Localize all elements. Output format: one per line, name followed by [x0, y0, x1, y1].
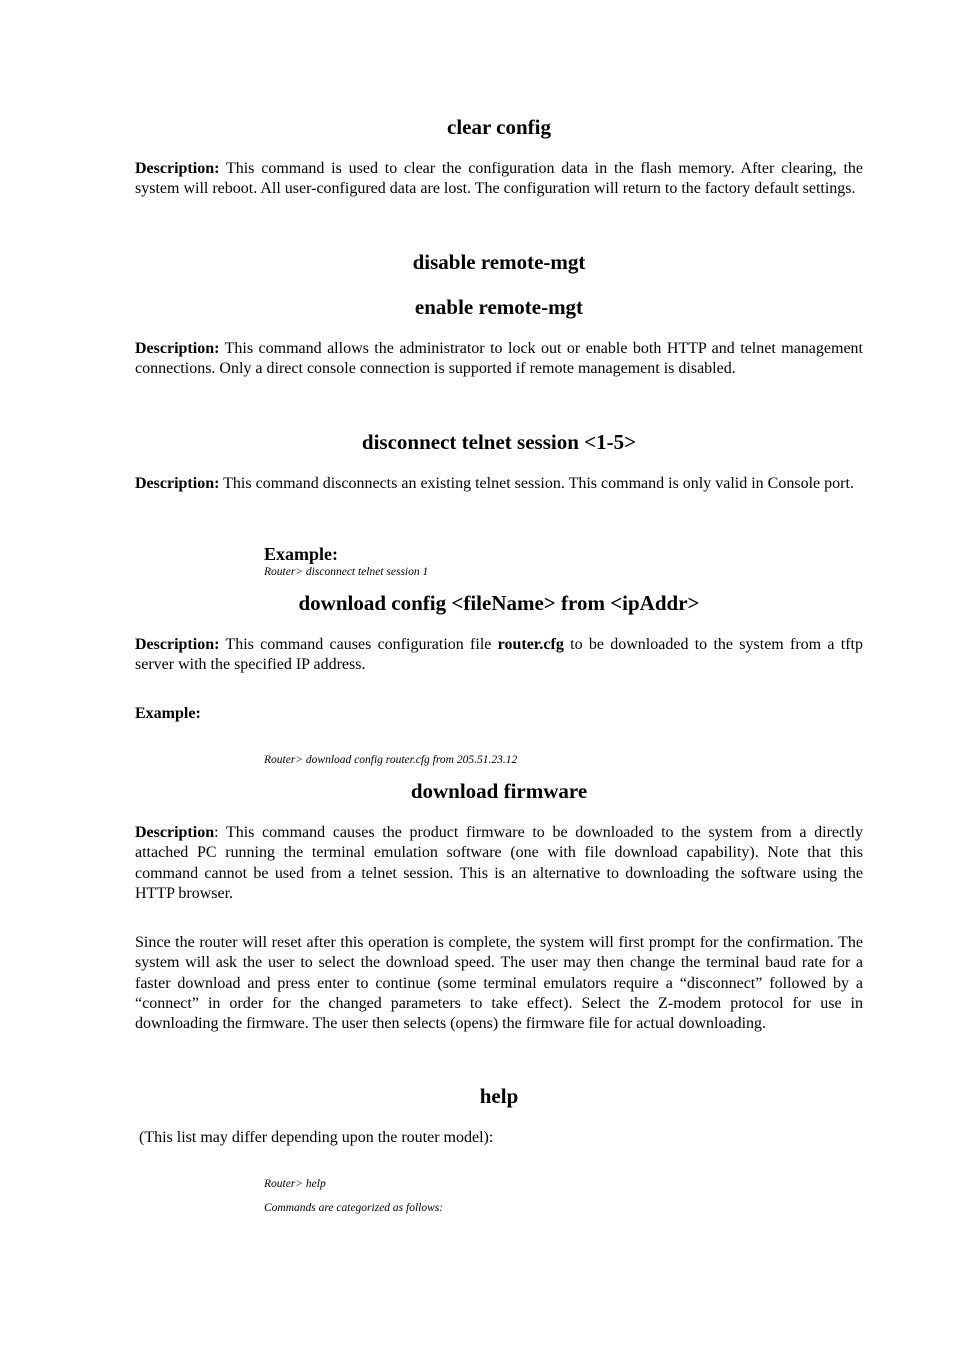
example-command: Router> download config router.cfg from 205.51.23.12 [264, 754, 518, 766]
description-text: This command causes configuration file [219, 636, 498, 653]
heading-help: help [479, 1084, 519, 1108]
help-example-command: Router> help [264, 1178, 326, 1190]
heading-clear-config: clear config [447, 115, 551, 139]
description-text: : This command causes the product firmware to be downloaded to the system from a directly attached PC running the terminal emulation software (one with file download capability). Note that this command cannot be used from a telnet session. This is an alternative to downloading the software using the HTTP browser. [135, 824, 863, 902]
example-label: Example: [135, 705, 201, 722]
help-note: (This list may differ depending upon the router model): [135, 1129, 494, 1146]
help-example-output: Commands are categorized as follows: [264, 1202, 444, 1214]
description-label: Description: [135, 340, 220, 357]
description-text-cont: to be downloaded to the system from a tftp server with the specified IP address. [135, 636, 863, 674]
description-label: Description [135, 824, 215, 841]
download-firmware-paragraph-2: Since the router will reset after this operation is complete, the system will first prompt for the confirmation. The system will ask the user to select the download speed. The user may then change the terminal baud rate for a faster download and press enter to continue (some terminal emulators require a “disconnect” followed by a “connect” in order for the changed parameters to take effect). Select the Z-modem protocol for use in downloading the firmware. The user then selects (opens) the firmware file for actual downloading. [135, 934, 863, 1033]
clear-config-description [135, 159, 863, 200]
remote-mgt-description [135, 339, 863, 380]
config-filename: router.cfg [497, 636, 564, 653]
description-label: Description: [135, 475, 220, 492]
description-label: Description: [135, 160, 220, 177]
description-text: This command disconnects an existing telnet session. This command is only valid in Console port. [219, 475, 854, 492]
example-label: Example: [264, 544, 338, 564]
description-label: Description: [135, 636, 220, 653]
heading-disable-remote-mgt: disable remote-mgt [412, 250, 586, 274]
download-firmware-description [135, 823, 863, 904]
disconnect-description [135, 474, 863, 494]
download-config-description [135, 635, 863, 676]
example-command: Router> disconnect telnet session 1 [264, 566, 429, 578]
heading-disconnect-telnet-session: disconnect telnet session <1-5> [361, 430, 637, 454]
heading-download-firmware: download firmware [410, 779, 588, 803]
heading-enable-remote-mgt: enable remote-mgt [414, 295, 584, 319]
description-text: This command is used to clear the configuration data in the flash memory. After clearing, the system will reboot. All user-configured data are lost. The configuration will return to the factory default settings. [135, 160, 863, 198]
heading-download-config: download config <fileName> from <ipAddr> [298, 591, 700, 615]
description-text: This command allows the administrator to lock out or enable both HTTP and telnet management connections. Only a direct console connection is supported if remote management is disabled. [135, 340, 863, 378]
